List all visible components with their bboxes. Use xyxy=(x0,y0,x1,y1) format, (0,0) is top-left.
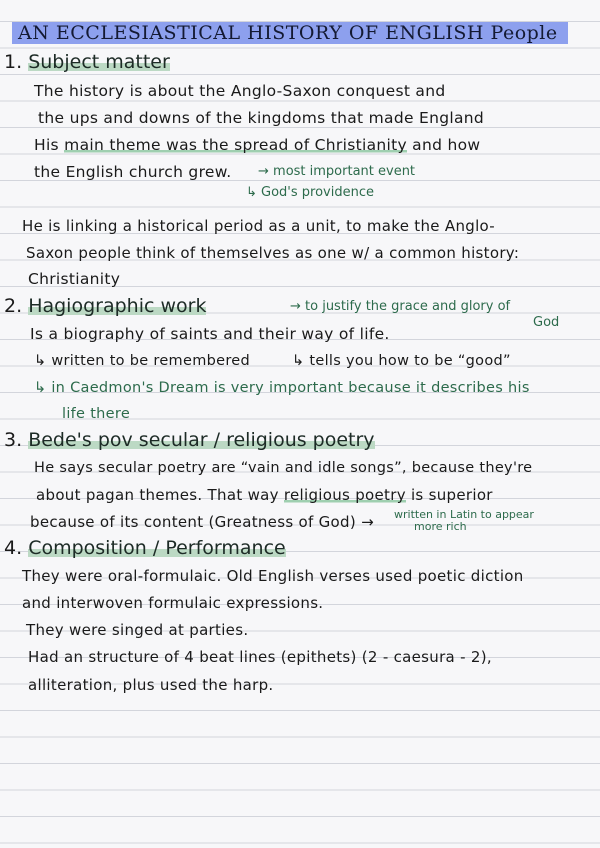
section-heading-composition-performance xyxy=(4,536,286,560)
text-line: life there xyxy=(62,406,131,422)
underlined-phrase: main theme was the spread of Christianity xyxy=(64,136,407,154)
text-line: the ups and downs of the kingdoms that made England xyxy=(38,109,485,127)
margin-note: more rich xyxy=(414,520,467,533)
text-line: They were singed at parties. xyxy=(26,621,249,639)
text-fragment: and how xyxy=(406,136,481,154)
page-title: AN ECCLESIASTICAL HISTORY OF ENGLISH People xyxy=(12,22,568,44)
margin-note: → most important event xyxy=(258,164,416,179)
text-fragment: about pagan themes. That way xyxy=(36,486,284,504)
section-heading-bedes-pov xyxy=(4,428,375,452)
text-line: Christianity xyxy=(28,270,121,288)
text-line: Is a biography of saints and their way of life. xyxy=(30,325,390,343)
text-fragment: is superior xyxy=(405,486,493,504)
text-line: and interwoven formulaic expressions. xyxy=(22,594,324,612)
margin-note: written in Latin to appear xyxy=(394,508,534,521)
section-heading-hagiographic-work xyxy=(4,294,206,318)
section-title: Bede's pov secular / religious poetry xyxy=(28,429,375,451)
text-line: alliteration, plus used the harp. xyxy=(28,676,274,694)
text-line: ↳ in Caedmon's Dream is very important because it describes his xyxy=(34,380,530,396)
text-line xyxy=(36,484,493,506)
text-line: Had an structure of 4 beat lines (epithets) (2 - caesura - 2), xyxy=(28,648,492,666)
text-line: the English church grew. xyxy=(34,163,232,181)
text-line: Saxon people think of themselves as one w/ a common history: xyxy=(26,244,520,262)
section-number: 4. xyxy=(4,537,23,559)
text-fragment: His xyxy=(34,136,65,154)
text-line xyxy=(34,134,480,156)
text-line: ↳ tells you how to be “good” xyxy=(292,353,511,369)
text-line: They were oral-formulaic. Old English verses used poetic diction xyxy=(22,567,524,585)
section-heading-subject-matter xyxy=(4,50,170,74)
margin-note: God xyxy=(533,315,560,330)
text-line: ↳ written to be remembered xyxy=(34,353,251,369)
section-number: 3. xyxy=(4,429,23,451)
text-line: because of its content (Greatness of God) → xyxy=(30,513,374,531)
margin-note: → to justify the grace and glory of xyxy=(290,299,511,314)
text-line: The history is about the Anglo-Saxon conquest and xyxy=(34,82,446,100)
text-line: He is linking a historical period as a unit, to make the Anglo- xyxy=(22,217,496,235)
section-title: Composition / Performance xyxy=(28,537,286,559)
section-number: 2. xyxy=(4,295,23,317)
text-line: He says secular poetry are “vain and idle songs”, because they're xyxy=(34,460,533,476)
section-title: Hagiographic work xyxy=(28,295,207,317)
margin-note: ↳ God's providence xyxy=(246,185,374,200)
section-number: 1. xyxy=(4,51,23,73)
underlined-phrase: religious poetry xyxy=(283,486,406,504)
section-title: Subject matter xyxy=(28,51,170,73)
